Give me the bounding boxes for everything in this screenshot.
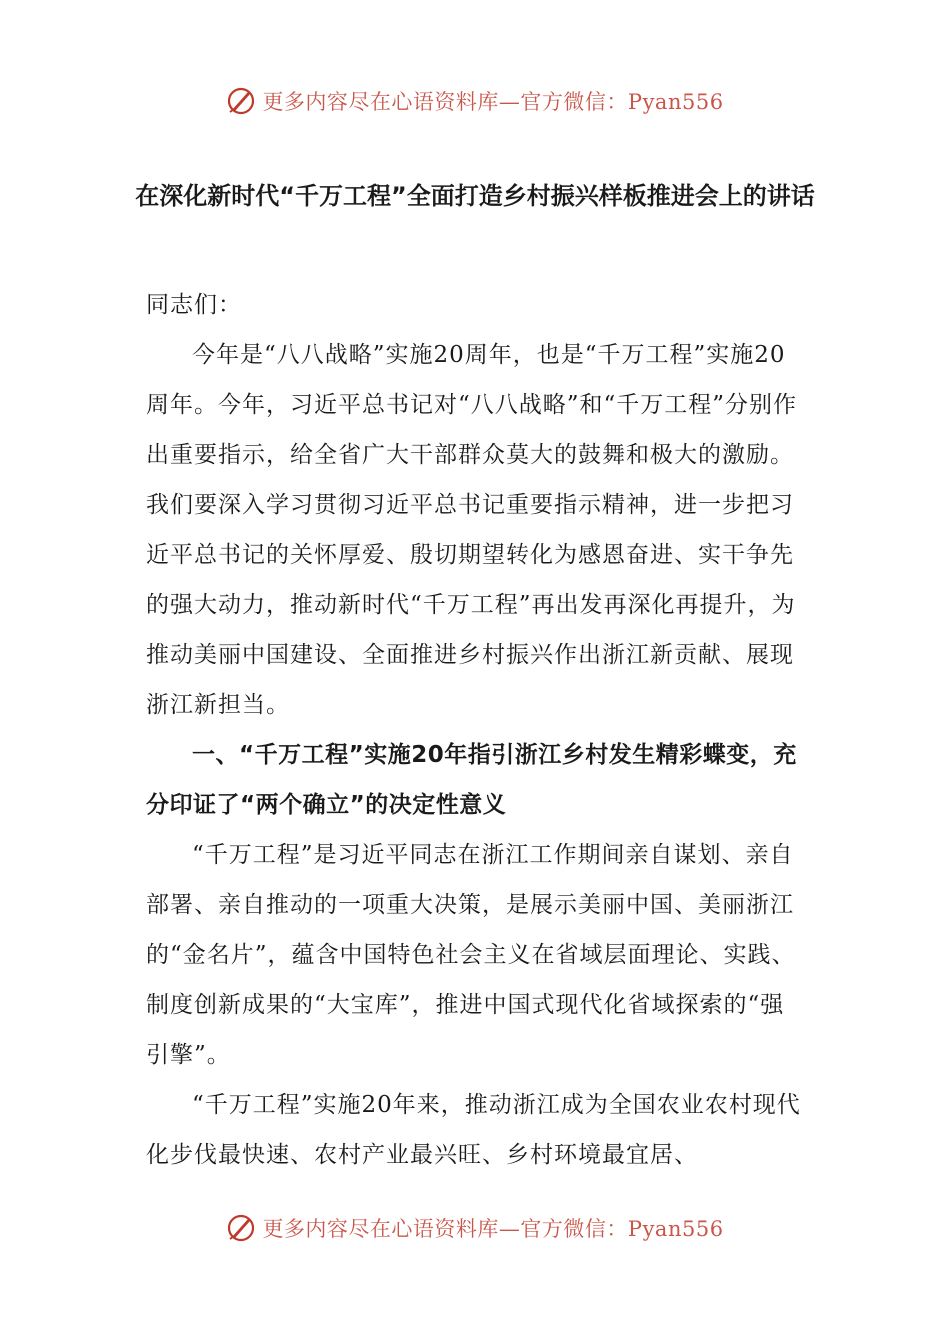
section-paragraph: “千万工程”实施20年来，推动浙江成为全国农业农村现代化步伐最快速、农村产业最兴旺、乡村环境最宜居、 (146, 1092, 801, 1168)
intro-paragraph: 今年是“八八战略”实施20周年，也是“千万工程”实施20周年。今年，习近平总书记对“八八战略”和“千万工程”分别作出重要指示，给全省广大干部群众莫大的鼓舞和极大的激励。我们要深入学习贯彻习近平总书记重要指示精神，进一步把习近平总书记的关怀厚爱、殷切期望转化为感恩奋进、实干争先的强大动力，推动新时代“千万工程”再出发再深化再提升，为推动美丽中国建设、全面推进乡村振兴作出浙江新贡献、展现浙江新担当。 (146, 342, 798, 718)
watermark-text: 更多内容尽在心语资料库—官方微信：Pyan556 (262, 1217, 724, 1241)
footer-watermark (0, 1213, 950, 1243)
section-heading: 一、“千万工程”实施20年指引浙江乡村发生精彩蝶变，充分印证了“两个确立”的决定性意义 (146, 742, 797, 818)
quill-seal-icon (226, 86, 256, 116)
document-body (146, 280, 806, 1180)
quill-seal-icon (226, 1213, 256, 1243)
watermark-text: 更多内容尽在心语资料库—官方微信：Pyan556 (262, 90, 724, 114)
salutation: 同志们： (146, 292, 242, 318)
document-title: 在深化新时代“千万工程”全面打造乡村振兴样板推进会上的讲话 (135, 182, 815, 210)
section-paragraph: “千万工程”是习近平同志在浙江工作期间亲自谋划、亲自部署、亲自推动的一项重大决策，是展示美丽中国、美丽浙江的“金名片”，蕴含中国特色社会主义在省域层面理论、实践、制度创新成果的“大宝库”，推进中国式现代化省域探索的“强引擎”。 (146, 842, 796, 1068)
header-watermark (0, 86, 950, 116)
